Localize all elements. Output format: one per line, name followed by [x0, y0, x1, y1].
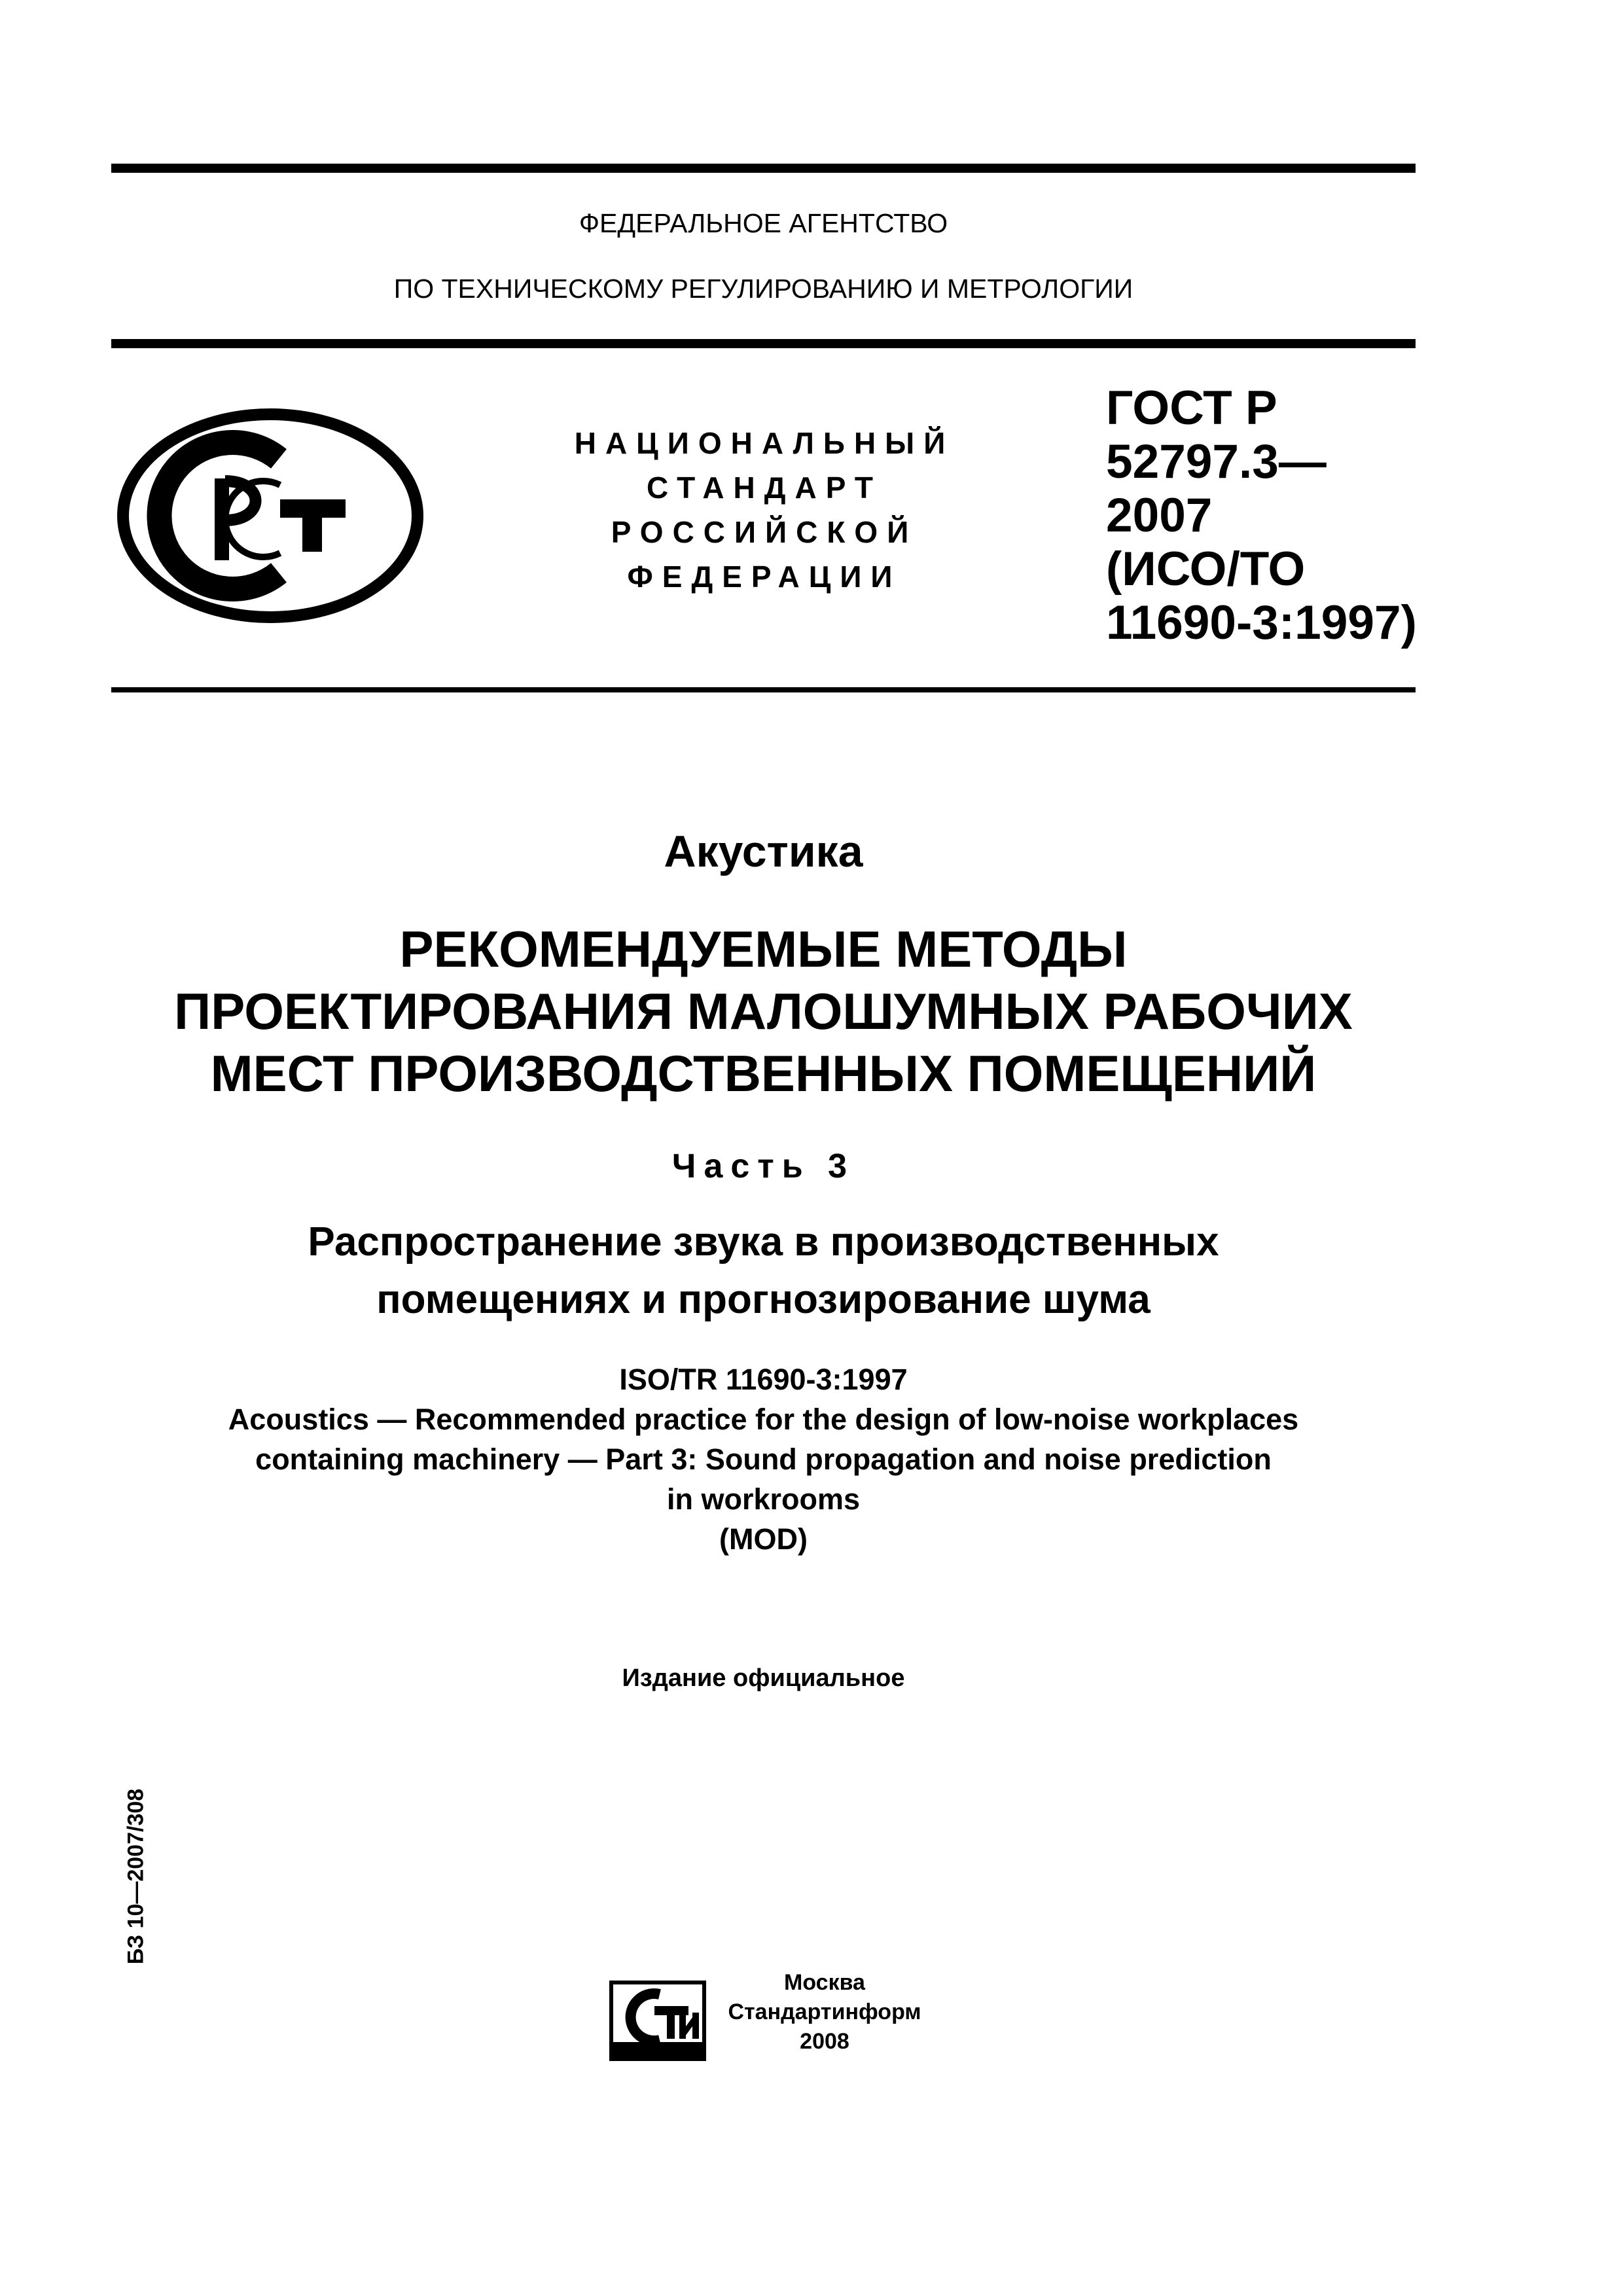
- gost-designation-line3: 2007: [1106, 489, 1213, 542]
- iso-reference-line3: containing machinery — Part 3: Sound propagation and noise prediction: [255, 1443, 1272, 1476]
- publisher-city: Москва: [784, 1970, 865, 1995]
- standartinform-logo-icon: [609, 1980, 707, 2062]
- main-title-line1: РЕКОМЕНДУЕМЫЕ МЕТОДЫ: [399, 920, 1128, 978]
- publisher-name: Стандартинформ: [728, 2000, 921, 2024]
- iso-reference-line5: (MOD): [719, 1522, 808, 1556]
- agency-name-line1: ФЕДЕРАЛЬНОЕ АГЕНТСТВО: [579, 208, 948, 238]
- gost-designation-line2: 52797.3—: [1106, 435, 1327, 488]
- part-heading: Часть 3: [671, 1147, 855, 1185]
- header-bottom-rule: [111, 339, 1416, 348]
- edition-note: Издание официальное: [622, 1664, 905, 1692]
- national-standard-line3: РОССИЙСКОЙ: [611, 515, 918, 549]
- designation-bottom-rule: [111, 687, 1416, 692]
- rst-logo-icon: [116, 408, 424, 624]
- registration-code: БЗ 10—2007/308: [123, 1788, 149, 1965]
- publisher-year: 2008: [800, 2029, 849, 2054]
- iso-reference-line2: Acoustics — Recommended practice for the design of low-noise workplaces: [228, 1403, 1299, 1436]
- national-standard-line1: НАЦИОНАЛЬНЫЙ: [574, 426, 955, 460]
- national-standard-line2: СТАНДАРТ: [647, 471, 882, 505]
- iso-reference-line1: ISO/TR 11690-3:1997: [619, 1363, 908, 1396]
- subtitle-line2: помещениях и прогнозирование шума: [376, 1277, 1150, 1322]
- subtitle-line1: Распространение звука в производственных: [308, 1219, 1219, 1265]
- gost-designation-line1: ГОСТ Р: [1106, 382, 1277, 435]
- gost-designation-line4: (ИСО/ТО: [1106, 543, 1306, 596]
- main-title-line2: ПРОЕКТИРОВАНИЯ МАЛОШУМНЫХ РАБОЧИХ: [174, 982, 1353, 1040]
- iso-reference-line4: in workrooms: [666, 1482, 861, 1516]
- subject-heading: Акустика: [664, 827, 863, 876]
- gost-designation-line5: 11690-3:1997): [1106, 596, 1417, 649]
- top-rule: [111, 164, 1416, 173]
- main-title-line3: МЕСТ ПРОИЗВОДСТВЕННЫХ ПОМЕЩЕНИЙ: [210, 1045, 1317, 1102]
- agency-name-line2: ПО ТЕХНИЧЕСКОМУ РЕГУЛИРОВАНИЮ И МЕТРОЛОГИИ: [393, 274, 1133, 304]
- national-standard-line4: ФЕДЕРАЦИИ: [627, 560, 902, 594]
